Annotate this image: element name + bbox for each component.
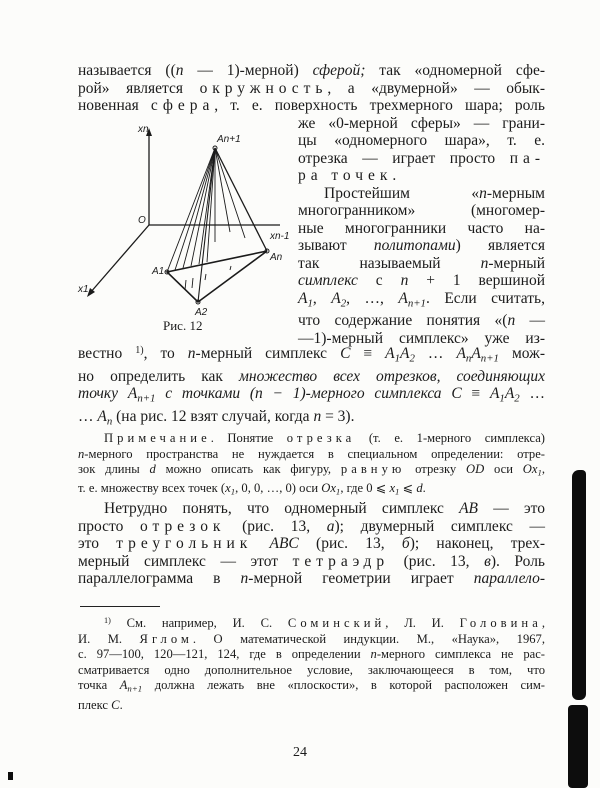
text-segment: A [331, 289, 341, 307]
text-segment: n+1 [407, 296, 426, 309]
text-segment: а [326, 517, 335, 535]
text-line [78, 368, 545, 386]
text-line [78, 447, 545, 463]
text-segment: , т. е. поверхность трехмерного шара; роль [214, 97, 545, 114]
text-segment: точку A [78, 385, 138, 403]
text-segment: мерный симплекс — этот [78, 552, 293, 570]
text-segment: параллелограмма в [78, 570, 241, 587]
text-segment: n [106, 415, 113, 428]
text-segment: цы «одномерного шара», т. е. [298, 132, 545, 149]
text-segment: многогранником» (многомер- [298, 202, 545, 219]
label-x1: x1 [78, 284, 89, 295]
text-line [78, 632, 545, 648]
text-line [78, 663, 545, 679]
text-line [78, 518, 545, 536]
text-segment: зывают [298, 237, 374, 254]
text-segment: можно описать как фигуру, [155, 462, 341, 477]
text-line [298, 185, 545, 203]
text-line [78, 408, 545, 431]
text-segment: что содержание понятия «( [298, 312, 508, 330]
text-segment: ≡ [461, 385, 490, 403]
text-segment: … [414, 345, 457, 363]
text-segment: … [78, 408, 98, 426]
text-segment: -мерный [488, 254, 545, 272]
text-segment: симплекс [298, 272, 358, 289]
text-segment: —1)-мерный симплекс» уже из- [298, 329, 545, 347]
text-segment: n+1 [127, 684, 143, 695]
text-segment: A [400, 345, 410, 363]
text-segment: (рис. 13, [298, 535, 402, 552]
text-line [78, 500, 545, 518]
text-segment: множество всех отрезков, соединяющих [239, 367, 545, 385]
paragraph-2 [78, 500, 545, 588]
text-segment: окружность [199, 79, 328, 97]
text-segment: OD [466, 462, 485, 477]
text-segment: n [480, 254, 489, 272]
text-segment: 1 [230, 487, 236, 498]
text-segment: так называемый [298, 254, 481, 272]
text-segment: -мерный симплекс [195, 345, 341, 363]
text-segment: новенная [78, 97, 151, 114]
text-segment: политопами [373, 237, 456, 254]
text-segment: n [175, 62, 184, 79]
axis-x1 [90, 225, 149, 293]
text-segment: тетраэдр [292, 552, 390, 570]
text-line [78, 698, 545, 714]
text-line [78, 462, 545, 481]
text-segment: вестно [78, 345, 136, 363]
text-segment: A [385, 345, 395, 363]
text-segment: , [541, 462, 545, 477]
text-segment: 1 [499, 392, 505, 405]
footnote-divider [80, 606, 160, 607]
text-segment: (т. е. 1-мерного симплекса) [355, 431, 545, 445]
page-number: 24 [293, 745, 307, 760]
text-segment: плекс [78, 697, 112, 712]
text-line [78, 80, 545, 98]
text-segment: же «0-мерной сферы» — грани- [298, 114, 545, 132]
label-xn: xn [138, 124, 149, 135]
text-line [298, 237, 545, 255]
text-segment: , где 0 ⩽ [340, 481, 390, 496]
label-a1: A1 [152, 266, 165, 277]
text-line [298, 272, 545, 290]
base-triangle [167, 251, 267, 302]
text-segment: зок длины [78, 462, 150, 477]
text-segment: , [312, 289, 332, 307]
text-segment: d [149, 462, 156, 477]
text-segment: C [340, 345, 351, 363]
text-segment: n [400, 272, 409, 289]
text-segment: Ox [522, 462, 538, 477]
text-segment: равную [340, 462, 406, 477]
text-segment: ); двумерный симплекс — [334, 517, 545, 535]
text-segment: отрезка — играет просто [298, 149, 510, 167]
text-line [78, 62, 545, 80]
text-segment: 2 [514, 392, 520, 405]
text-line [298, 312, 545, 330]
text-segment: , Л. И. [385, 616, 460, 631]
text-segment: с точками (n − 1)-мерного симплекса C [155, 385, 462, 403]
text-line [298, 167, 545, 185]
text-segment: n+1 [137, 392, 156, 405]
text-segment: И. М. [78, 631, 140, 646]
text-segment: AB [459, 500, 479, 517]
text-segment: 1) [104, 616, 111, 625]
text-segment: A [97, 408, 107, 426]
text-line [298, 202, 545, 220]
text-segment: n [507, 312, 516, 330]
text-segment: ра точек [298, 167, 393, 184]
text-segment: 1) [135, 345, 144, 356]
text-segment: сматривается одно дополнительное условие, заключающееся в том, что [78, 662, 545, 677]
text-segment: (рис. 13, [225, 517, 327, 535]
text-segment: x [225, 481, 231, 496]
text-segment: ≡ [350, 345, 386, 363]
text-segment: , [541, 616, 545, 631]
text-segment: n [187, 345, 196, 363]
text-segment: б [401, 535, 410, 552]
text-line [78, 431, 545, 447]
text-segment: Яглом [139, 631, 193, 646]
text-segment: A [398, 289, 408, 307]
text-segment: ⩽ [399, 481, 417, 496]
text-segment: точка [78, 678, 120, 693]
text-segment: в [484, 552, 491, 570]
text-segment: это [78, 535, 117, 552]
text-segment: -мерным [486, 184, 545, 202]
text-line [78, 570, 545, 588]
text-segment: , …, [346, 289, 399, 307]
text-segment: . [422, 481, 426, 496]
text-segment: . Понятие [210, 431, 287, 445]
text-segment: оси [484, 462, 523, 477]
text-segment: , 0, 0, …, 0) оси [235, 481, 322, 496]
simplex-drawing [70, 120, 295, 340]
text-line [78, 553, 545, 571]
text-line [298, 290, 545, 313]
label-an1: An+1 [217, 134, 241, 145]
figure-12-simplex-diagram [70, 120, 295, 340]
text-segment: 2 [340, 296, 347, 309]
text-segment: n [313, 408, 322, 426]
text-segment: … [519, 385, 545, 403]
text-line [78, 97, 545, 115]
text-segment: но определить как [78, 367, 239, 385]
text-segment: — [515, 312, 546, 330]
text-segment: отрезок [140, 517, 226, 535]
paragraph-1-right-column [298, 115, 545, 348]
paragraph-1-continued [78, 342, 545, 431]
text-segment: = 3). [321, 408, 355, 426]
text-line [298, 115, 545, 133]
text-segment: 1 [537, 467, 542, 478]
text-segment: Соминский [287, 616, 386, 631]
scan-edge-artifact [8, 772, 13, 780]
text-segment: — 1)-мерной) [183, 62, 313, 79]
text-segment: Головина [459, 616, 542, 631]
text-segment: C [111, 697, 120, 712]
text-segment: параллело- [473, 570, 545, 587]
label-xn-1: xn-1 [270, 231, 290, 242]
text-segment: n [240, 570, 249, 587]
paragraph-1 [78, 62, 545, 115]
text-segment: -мерной геометрии играет [248, 570, 474, 587]
label-origin: O [138, 215, 146, 226]
text-segment: мож- [498, 345, 546, 363]
text-segment: -мерного пространства не нуждается в специальном определении: отре- [84, 446, 545, 461]
text-segment: n [465, 352, 472, 365]
text-segment: 1 [394, 352, 401, 365]
text-segment: сфера [150, 97, 215, 114]
text-line [298, 220, 545, 238]
text-segment: ). Роль [490, 552, 545, 570]
text-segment: так «одномерной сфе- [365, 62, 545, 79]
text-segment: отрезка [286, 431, 356, 445]
text-line [298, 132, 545, 150]
scan-edge-artifact [572, 470, 586, 700]
text-segment: 1 [307, 296, 313, 309]
text-segment: n [479, 184, 487, 202]
text-segment: A [456, 345, 466, 363]
text-line [78, 613, 545, 632]
scan-edge-artifact [568, 705, 588, 788]
text-segment: с [357, 272, 401, 289]
text-line [298, 255, 545, 273]
text-segment: просто [78, 517, 141, 535]
text-segment: A [471, 345, 481, 363]
text-segment: d [416, 481, 423, 496]
text-segment: . [392, 167, 397, 184]
text-segment: ные многогранники часто на- [298, 219, 545, 237]
text-segment: ABC [269, 535, 299, 552]
text-line [78, 647, 545, 663]
text-line [78, 385, 545, 408]
text-segment: ) является [455, 237, 545, 254]
text-segment: x [389, 481, 396, 496]
text-segment: — это [478, 500, 545, 517]
text-segment: ); наконец, трех- [409, 535, 546, 552]
text-segment: n [370, 647, 377, 662]
text-segment: рой» является [78, 79, 200, 97]
text-segment: n [78, 446, 85, 461]
footnote [78, 613, 545, 713]
text-segment: + 1 вершиной [408, 272, 545, 289]
text-line [78, 481, 545, 500]
text-segment: A [489, 385, 500, 403]
text-segment: Ox [321, 481, 336, 496]
text-segment: Нетрудно понять, что одномерный симплекс [104, 500, 460, 517]
figure-caption: Рис. 12 [163, 318, 203, 333]
text-segment: , а «двумерной» — обык- [327, 79, 545, 97]
text-segment: , то [143, 345, 188, 363]
text-segment: Примечание [104, 431, 211, 445]
text-segment: с. 97—100, 120—121, 124, где в определении [78, 647, 371, 662]
text-line [78, 678, 545, 697]
text-segment: См. например, И. С. [110, 616, 288, 631]
text-segment: n+1 [480, 352, 499, 365]
text-segment: треугольник [116, 535, 253, 552]
text-segment: . Если считать, [425, 289, 546, 307]
text-segment: -мерного симплекса не рас- [376, 647, 545, 662]
text-segment: 2 [409, 352, 415, 365]
text-segment: (рис. 13, [389, 552, 485, 570]
text-segment: отрезку [405, 462, 466, 477]
text-segment: (на рис. 12 взят случай, когда [112, 408, 314, 426]
text-segment: т. е. множеству всех точек ( [78, 481, 226, 496]
label-a2: A2 [195, 307, 208, 318]
text-segment: A [298, 289, 308, 307]
text-segment: сферой; [312, 62, 366, 79]
text-segment: A [119, 678, 128, 693]
text-line [78, 342, 545, 368]
text-segment: . О математической индукции. М., «Наука», 1967, [192, 631, 545, 646]
text-segment [252, 535, 269, 552]
text-line [78, 535, 545, 553]
text-segment: 1 [395, 487, 400, 498]
text-segment: A [504, 385, 515, 403]
text-segment: Простейшим « [324, 184, 480, 202]
text-segment: па- [509, 149, 545, 167]
note-block [78, 431, 545, 501]
text-segment: называется (( [78, 62, 176, 79]
text-line [298, 150, 545, 168]
label-an: An [270, 252, 283, 263]
text-segment: должна лежать вне «плоскости», в которой расположен сим- [142, 678, 546, 693]
text-segment: 1 [335, 487, 341, 498]
text-segment: . [119, 697, 123, 712]
